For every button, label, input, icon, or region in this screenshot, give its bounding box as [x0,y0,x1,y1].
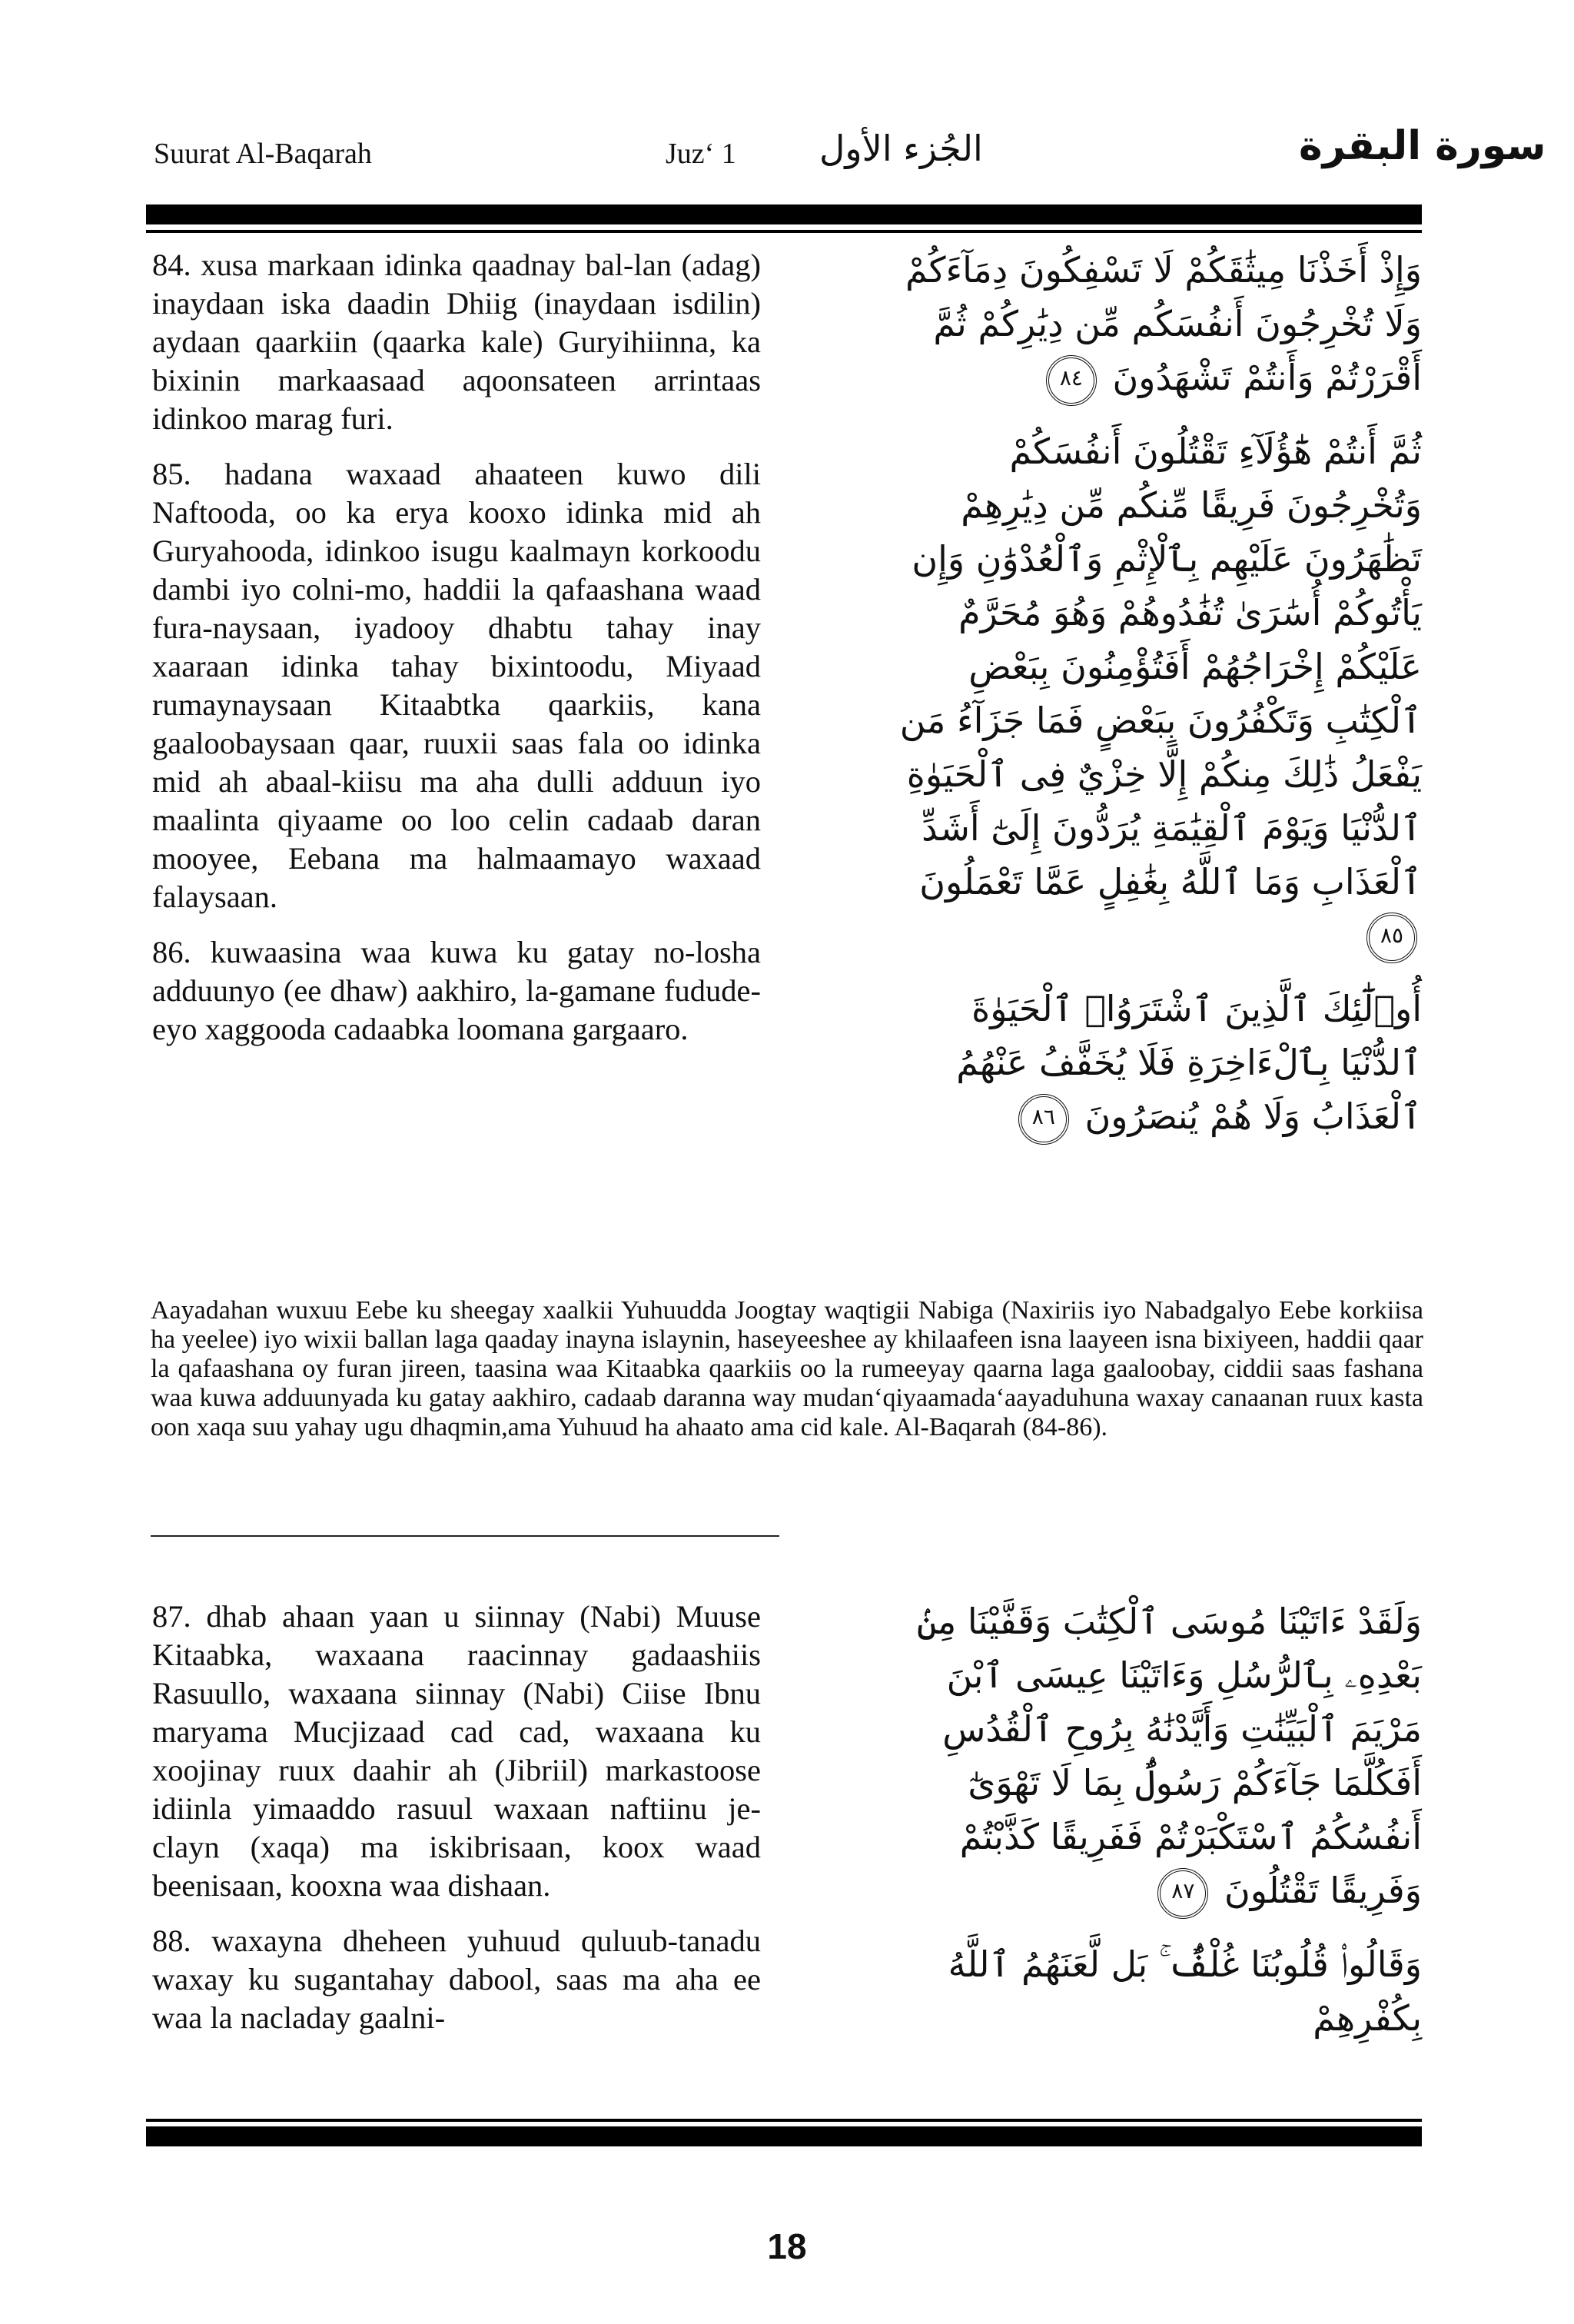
footer-rule-thin [146,2119,1422,2122]
verse-86-arabic-text: أُو۟لَٰٓئِكَ ٱلَّذِينَ ٱشْتَرَوُا۟ ٱلْحَيَوٰةَ ٱلدُّنْيَا بِٱلْءَاخِرَةِ فَلَا يُخَفَّفُ عَنْهُمُ ٱلْعَذَابُ وَلَا هُمْ يُنصَرُونَ [956,988,1422,1137]
ayah-number-marker: ٨٧ [1157,1868,1208,1919]
verse-85-arabic-text: ثُمَّ أَنتُمْ هَٰٓؤُلَآءِ تَقْتُلُونَ أَنفُسَكُمْ وَتُخْرِجُونَ فَرِيقًا مِّنكُم مِّن دِيَٰرِهِمْ تَظَٰهَرُونَ عَلَيْهِم بِٱلْإِثْمِ وَٱلْعُدْوَٰنِ وَإِن يَأْتُوكُمْ أُسَٰرَىٰ تُفَٰدُوهُمْ وَهُوَ مُحَرَّمٌ عَلَيْكُمْ إِخْرَاجُهُمْ أَفَتُؤْمِنُونَ بِبَعْضِ ٱلْكِتَٰبِ وَتَكْفُرُونَ بِبَعْضٍ فَمَا جَزَآءُ مَن يَفْعَلُ ذَٰلِكَ مِنكُمْ إِلَّا خِزْيٌ فِى ٱلْحَيَوٰةِ ٱلدُّنْيَا وَيَوْمَ ٱلْقِيَٰمَةِ يُرَدُّونَ إِلَىٰٓ أَشَدِّ ٱلْعَذَابِ وَمَا ٱللَّهُ بِغَٰفِلٍ عَمَّا تَعْمَلُونَ [899,430,1422,903]
footer-rule-thick [146,2126,1422,2146]
header-surah-title: Suurat Al-Baqarah [154,138,372,170]
verse-85-translation: 85. hadana waxaad ahaateen kuwo dili Naftooda, oo ka erya kooxo idinka mid ah Guryahooda, idinkoo isugu kaalmayn korkoodu dambi iyo colni-mo, haddii la qafaashana waad fura-naysaan, iyadooy dhabtu tahay inay xaaraan idinka tahay bixintoodu, Miyaad rumaynaysaan Kitaabtka qaarkiis, kana gaaloobaysaan qaar, ruuxii saas fala oo idinka mid ah abaal-kiisu ma aha dulli adduun iyo maalinta qiyaame oo loo celin cadaab daran mooyee, Eebana ma halmaamayo waxaad falaysaan. [152,457,761,914]
translation-column-2 [152,1598,761,2054]
verse-87-translation: 87. dhab ahaan yaan u siinnay (Nabi) Muuse Kitaabka, waxaana raacinnay gadaashiis Rasuullo, waxaana siinnay (Nabi) Ciise Ibnu maryama Mucjizaad cad cad, waxaana ku xoojinay ruux daahir ah (Jibriil) markastoose idiinla yimaaddo rasuul waxaan naftiinu je-clayn (xaqa) ma iskibrisaan, koox waad beenisaan, kooxna waa dishaan. [152,1599,761,1903]
header-juz-label: Juz‘ 1 [666,138,736,170]
verse-87-arabic-text: وَلَقَدْ ءَاتَيْنَا مُوسَى ٱلْكِتَٰبَ وَقَفَّيْنَا مِنۢ بَعْدِهِۦ بِٱلرُّسُلِ وَءَاتَيْنَا عِيسَى ٱبْنَ مَرْيَمَ ٱلْبَيِّنَٰتِ وَأَيَّدْنَٰهُ بِرُوحِ ٱلْقُدُسِ أَفَكُلَّمَا جَآءَكُمْ رَسُولٌۢ بِمَا لَا تَهْوَىٰٓ أَنفُسُكُمُ ٱسْتَكْبَرْتُمْ فَفَرِيقًا كَذَّبْتُمْ وَفَرِيقًا تَقْتُلُونَ [916,1601,1422,1911]
verse-84-arabic-text: وَإِذْ أَخَذْنَا مِيثَٰقَكُمْ لَا تَسْفِكُونَ دِمَآءَكُمْ وَلَا تُخْرِجُونَ أَنفُسَكُم مِّن دِيَٰرِكُمْ ثُمَّ أَقْرَرْتُمْ وَأَنتُمْ تَشْهَدُونَ [905,249,1422,398]
ayah-number-marker: ٨٦ [1018,1094,1069,1145]
header-rule-thin [146,230,1422,233]
header-rule-thick [146,204,1422,224]
section-divider [151,1535,779,1537]
arabic-column-2 [884,1594,1422,2063]
verse-86-arabic [884,982,1422,1145]
verse-88-translation: 88. waxayna dheheen yuhuud quluub-tanadu waxay ku sugantahay dabool, saas ma aha ee waa la nacladay gaalni- [152,1923,761,2035]
page-number: 18 [767,2226,807,2266]
ayah-number-marker: ٨٥ [1366,913,1417,963]
verse-85-arabic [884,424,1422,964]
verse-87-arabic [884,1594,1422,1919]
verse-84-arabic [884,243,1422,406]
header-surah-arabic: سورة البقرة [1299,123,1546,169]
verse-84-translation: 84. xusa markaan idinka qaadnay bal-lan (adag) inaydaan iska daadin Dhiig (inaydaan isdilin) aydaan qaarkiin (qaarka kale) Guryihiinna, ka bixinin markaasaad aqoonsateen arrintaas idinkoo marag furi. [152,248,761,436]
arabic-column [884,243,1422,1163]
commentary-paragraph: Aayadahan wuxuu Eebe ku sheegay xaalkii Yuhuudda Joogtay waqtigii Nabiga (Naxiriis iyo Nabadgalyo Eebe korkiisa ha yeelee) iyo wixii ballan laga qaaday inayna islaynin, haseyeeshee ay khilaafeen isna laayeen isna bixiyeen, haddii qaar la qafaashana oy furan jireen, taasina waa Kitaabka qaarkiis oo la rumeeyay qaarna laga gaaloobay, ciddii saas fashana waa kuwa adduunyada ku gatay aakhiro, cadaab daranna way mudan‘qiyaamada‘aayaduhuna waxay canaanan ruux kasta oon xaqa suu yahay ugu dhaqmin,ama Yuhuud ha ahaato ama cid kale. Al-Baqarah (84-86). [151,1296,1423,1441]
verse-86-translation: 86. kuwaasina waa kuwa ku gatay no-losha adduunyo (ee dhaw) aakhiro, la-gamane fududeeyo xaggooda cadaabka loomana gargaaro. [152,935,761,1046]
header-juz-arabic: الجُزء الأول [819,128,983,169]
ayah-number-marker: ٨٤ [1046,355,1097,406]
verse-88-arabic: وَقَالُوا۟ قُلُوبُنَا غُلْفٌۢ ۚ بَل لَّعَنَهُمُ ٱللَّهُ بِكُفْرِهِمْ [948,1943,1422,2039]
translation-column [152,246,761,1066]
